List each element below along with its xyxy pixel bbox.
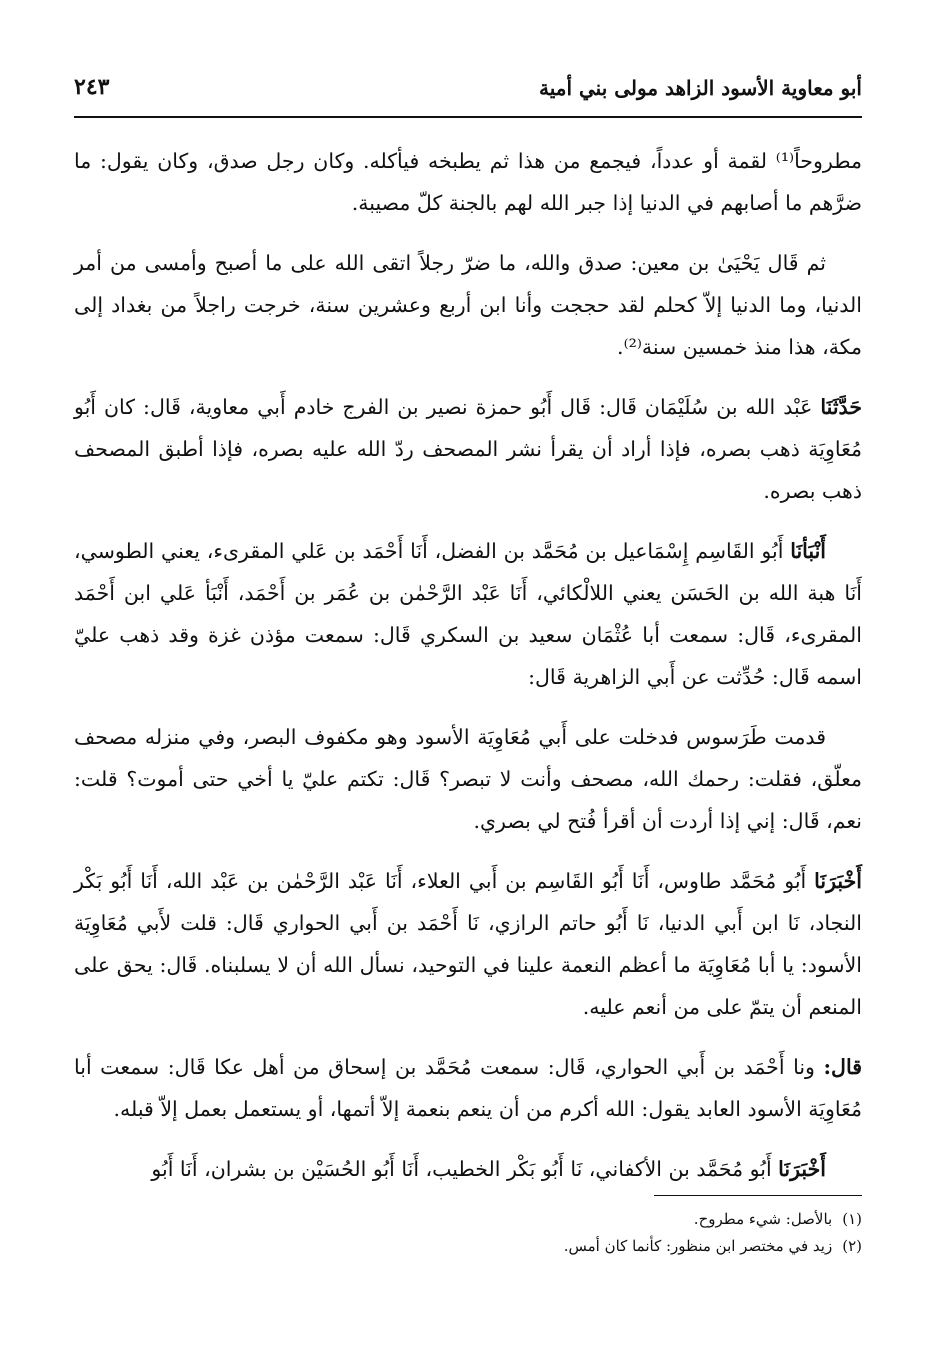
paragraph-7 [74,1046,862,1130]
paragraph-text: ثم قَال يَحْيَىٰ بن معين: صدق والله، ما ضرّ رجلاً اتقى الله على ما أصبح وأمسى من أمر الدنيا، وما الدنيا إلاّ كحلم لقد حججت وأنا ابن أربع وعشرين سنة، خرجت راجلاً من بغداد إلى مكة، هذا منذ خمسين سنة⁽²⁾. [74,251,862,359]
paragraph-lead: أَخْبَرَنَا [814,869,862,893]
footnote-1 [74,1206,862,1233]
footnote-number: (١) [842,1210,862,1228]
paragraph-5 [74,716,862,842]
footnote-number: (٢) [842,1237,862,1255]
paragraph-2 [74,242,862,368]
paragraph-8 [74,1148,862,1190]
paragraph-text: أَبُو مُحَمَّد بن الأكفاني، نَا أَبُو بَكْر الخطيب، أَنَا أَبُو الحُسَيْن بن بشران، أَنَا أَبُو [151,1157,779,1181]
paragraph-3 [74,386,862,512]
paragraph-lead: أَخْبَرَنَا [778,1157,826,1181]
page [74,60,862,1208]
footnote-text: زيد في مختصر ابن منظور: كأنما كان أمس. [563,1237,833,1255]
footnote-2 [74,1233,862,1260]
paragraph-text: مطروحاً⁽¹⁾ لقمة أو عدداً، فيجمع من هذا ثم يطبخه فيأكله. وكان رجل صدق، وكان يقول: ما ضرَّهم ما أصابهم في الدنيا إذا جبر الله لهم بالجنة كلّ مصيبة. [74,149,862,215]
paragraph-text: قدمت طَرَسوس فدخلت على أَبي مُعَاوِيَة الأسود وهو مكفوف البصر، وفي منزله مصحف معلّق، فقلت: رحمك الله، مصحف وأنت لا تبصر؟ قَال: تكتم عليّ يا أخي حتى أموت؟ قلت: نعم، قَال: إني إذا أردت أن أقرأ فُتح لي بصري. [74,725,862,833]
page-number: ٢٤٣ [74,74,110,100]
paragraph-text: ونا أَحْمَد بن أَبي الحواري، قَال: سمعت مُحَمَّد بن إسحاق من أهل عكا قَال: سمعت أبا مُعَاوِيَة الأسود العابد يقول: الله أكرم من أن ينعم بنعمة إلاّ أتمها، أو يستعمل بعمل إلاّ قبله. [74,1055,862,1121]
paragraph-1 [74,140,862,224]
body-text [74,140,862,1190]
paragraph-6 [74,860,862,1028]
footnote-rule [654,1195,862,1196]
paragraph-4 [74,530,862,698]
footnotes [74,1195,862,1260]
paragraph-text: أَبُو مُحَمَّد طاوس، أَنَا أَبُو القَاسِم بن أَبي العلاء، أَنَا عَبْد الرَّحْمٰن بن عَبْد الله، أَنَا أَبُو بَكْر النجاد، نَا ابن أَبي الدنيا، نَا أَبُو حاتم الرازي، نَا أَحْمَد بن أَبي الحواري قَال: قلت لأَبي مُعَاوِيَة الأسود: يا أبا مُعَاوِيَة ما أعظم النعمة علينا في التوحيد، نسأل الله أن لا يسلبناه. قَال: يحق على المنعم أن يتمّ على من أنعم عليه. [74,869,862,1019]
paragraph-lead: حَدَّثَنَا [820,395,862,419]
paragraph-lead: أَنْبَأنَا [790,539,826,563]
paragraph-text: أَبُو القَاسِم إِسْمَاعيل بن مُحَمَّد بن الفضل، أَنَا أَحْمَد بن عَلي المقرىء، يعني الطوسي، أَنَا هبة الله بن الحَسَن يعني اللالْكائي، أَنَا عَبْد الرَّحْمٰن بن عُمَر بن أَحْمَد، أَنْبَأ عَلي ابن أَحْمَد المقرىء، قَال: سمعت أبا عُثْمَان سعيد بن السكري قَال: سمعت مؤذن غزة وقد ذهب عليّ اسمه قَال: حُدِّثت عن أَبي الزاهرية قَال: [74,539,862,689]
running-title: أبو معاوية الأسود الزاهد مولى بني أمية [539,76,862,100]
paragraph-text: عَبْد الله بن سُلَيْمَان قَال: قَال أَبُو حمزة نصير بن الفرج خادم أَبي معاوية، قَال: كان أَبُو مُعَاوِيَة ذهب بصره، فإذا أراد أن يقرأ نشر المصحف ردّ الله عليه بصره، فإذا أطبق المصحف ذهب بصره. [74,395,862,503]
footnote-text: بالأصل: شيء مطروح. [693,1210,833,1228]
paragraph-lead: قال: [823,1055,862,1079]
page-header [74,60,862,118]
